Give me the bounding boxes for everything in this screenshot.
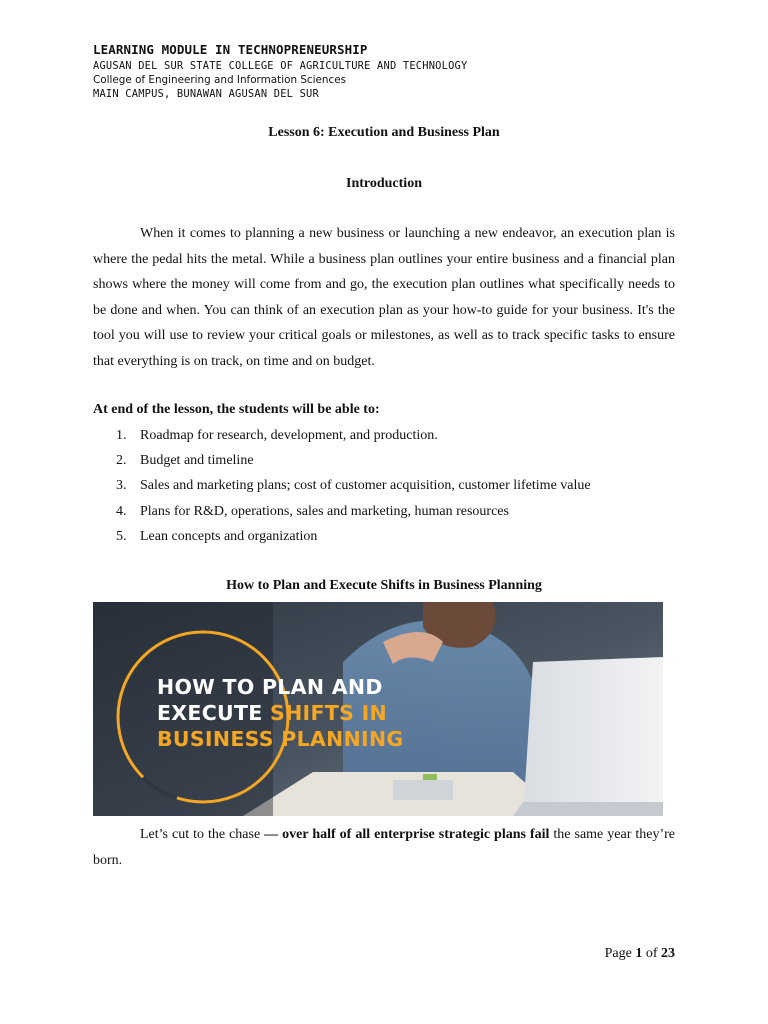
closing-lead: Let’s cut to the chase (140, 827, 265, 842)
total-pages: 23 (661, 946, 675, 961)
current-page: 1 (635, 946, 643, 961)
banner-line-2 (157, 700, 404, 726)
list-item (116, 423, 591, 448)
list-item (116, 448, 591, 473)
of-label: of (642, 946, 661, 961)
objectives-title: At end of the lesson, the students will be able to: (93, 402, 380, 417)
banner-line-1: HOW TO PLAN AND (157, 675, 383, 699)
section-title: Introduction (346, 176, 422, 191)
closing-tail: the same year they’re born. (93, 827, 675, 868)
list-number: 1. (116, 428, 127, 443)
list-number: 5. (116, 528, 127, 544)
banner-image (93, 602, 663, 816)
closing-emphasis: — over half of all enterprise strategic plans fail (264, 827, 550, 842)
lesson-title: Lesson 6: Execution and Business Plan (268, 125, 500, 140)
page-number (605, 946, 675, 962)
objectives-list (116, 423, 591, 549)
banner-line-2-orange: SHIFTS IN (270, 701, 387, 725)
module-title: LEARNING MODULE IN TECHNOPRENEURSHIP (93, 42, 368, 57)
page-label: Page (604, 946, 636, 961)
list-text: Lean concepts and organization (140, 528, 318, 544)
list-text: Budget and timeline (140, 453, 254, 469)
list-number: 4. (116, 503, 127, 519)
intro-paragraph: When it comes to planning a new business or launching a new endeavor, an execution plan is where the pedal hits the metal. While a business plan outlines your entire business and a financial plan shows where the money will come from and go, the execution plan outlines what specifically needs to be done and when. You can think of an execution plan as your how-to guide for your business. It's the tool you will use to review your critical goals or milestones, as well as to track specific tasks to ensure that everything is on track, on time and on budget. (93, 226, 675, 369)
list-number: 3. (116, 478, 127, 494)
banner-line-3: BUSINESS PLANNING (157, 727, 404, 751)
list-text: Roadmap for research, development, and production. (140, 428, 438, 443)
closing-paragraph (93, 822, 675, 874)
banner-line-2-white: EXECUTE (157, 701, 271, 725)
list-number: 2. (116, 453, 127, 469)
college-name: College of Engineering and Information Sciences (93, 74, 347, 86)
campus-name: MAIN CAMPUS, BUNAWAN AGUSAN DEL SUR (93, 88, 319, 100)
list-item (116, 524, 591, 549)
banner-heading (157, 674, 404, 752)
list-text: Plans for R&D, operations, sales and marketing, human resources (140, 503, 509, 519)
list-item (116, 473, 591, 498)
list-item (116, 499, 591, 524)
list-text: Sales and marketing plans; cost of customer acquisition, customer lifetime value (140, 478, 591, 494)
figure-title: How to Plan and Execute Shifts in Business Planning (226, 578, 542, 593)
school-name: AGUSAN DEL SUR STATE COLLEGE OF AGRICULTURE AND TECHNOLOGY (93, 60, 468, 72)
